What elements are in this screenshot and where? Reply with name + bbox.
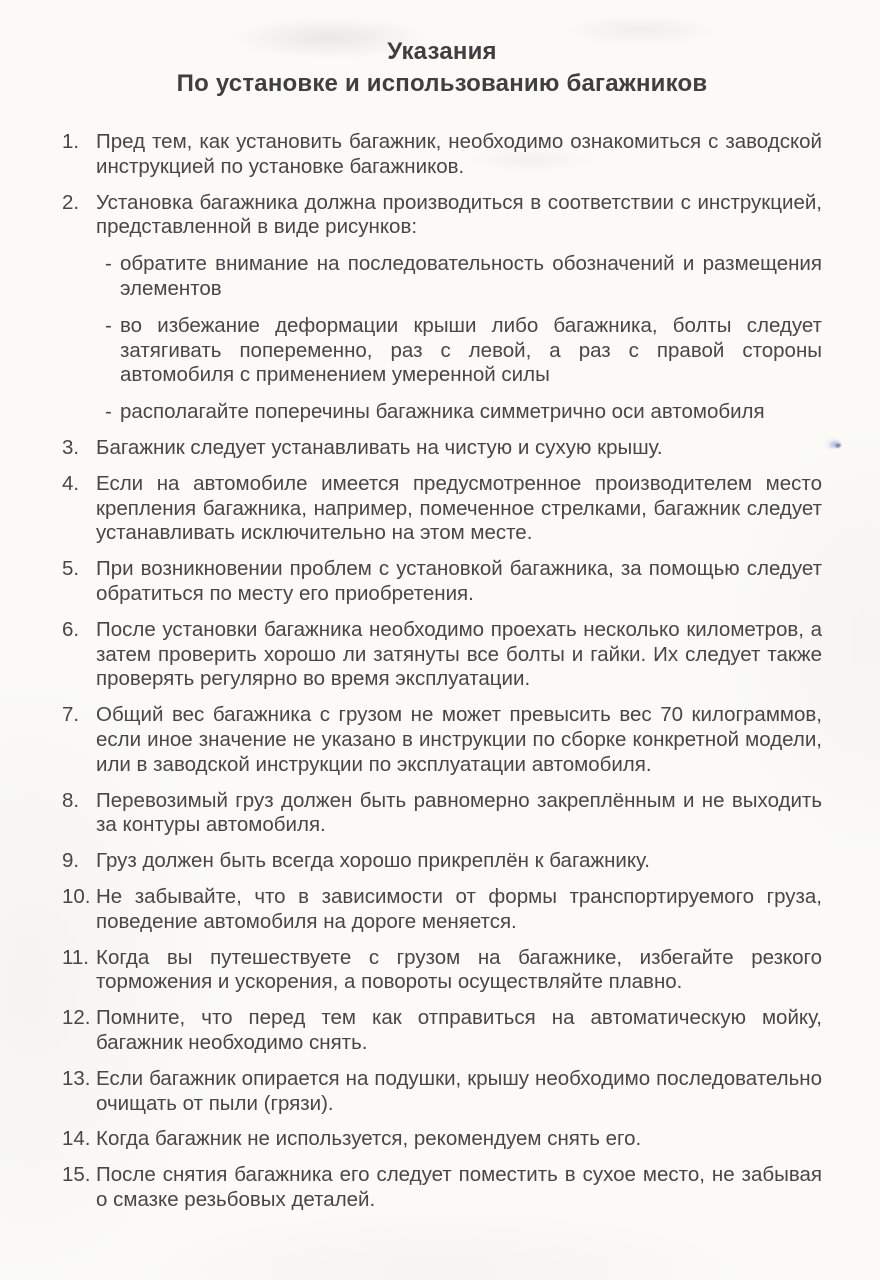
sub-item-text: во избежание деформации крыши либо багажника, болты следует затягивать попеременно, раз с левой, а раз с правой стороны автомобиля с применением умеренной силы [120,313,822,387]
instructions-list [62,130,822,1213]
item-number: 13. [62,1066,91,1090]
list-item [62,191,822,425]
list-item [62,436,822,461]
list-item [62,1163,822,1213]
item-number: 4. [62,471,80,495]
item-number: 6. [62,617,80,641]
sub-list-item [62,252,822,302]
item-number: 15. [62,1163,91,1187]
item-text: Помните, что перед тем как отправиться на автоматическую мойку, багажник необходимо снять. [96,1006,822,1054]
item-number: 12. [62,1006,91,1030]
item-text: Перевозимый груз должен быть равномерно закреплённым и не выходить за контуры автомобиля. [96,788,822,837]
list-item [62,472,822,546]
dash-bullet: - [105,313,112,337]
item-number: 9. [62,849,80,873]
list-item [62,1067,822,1117]
item-text: Если на автомобиле имеется предусмотренное производителем место крепления багажника, например, помеченное стрелками, багажник следует устанавливать исключительно на этом месте. [96,471,822,545]
document-title: Указания [387,38,497,65]
document-header [62,36,822,100]
item-text: При возникновении проблем с установкой багажника, за помощью следует обратиться по месту его приобретения. [96,557,822,605]
item-number: 8. [62,788,80,812]
list-item [62,946,822,996]
item-text: Не забывайте, что в зависимости от формы транспортируемого груза, поведение автомобиля на дороге меняется. [96,884,822,933]
item-number: 1. [62,130,80,153]
item-text: Пред тем, как установить багажник, необходимо ознакомиться с заводской инструкцией по установке багажников. [96,130,822,178]
item-number: 11. [62,945,89,969]
item-number: 2. [62,190,80,214]
dash-bullet: - [105,400,112,424]
sub-list-item [62,314,822,388]
list-item [62,130,822,180]
item-number: 14. [62,1127,91,1151]
ink-speck [822,433,848,456]
item-text: Установка багажника должна производиться в соответствии с инструкцией, представленной в виде рисунков: [96,190,822,239]
list-item [62,885,822,935]
item-number: 7. [62,703,80,727]
list-item [62,618,822,692]
sub-item-text: обратите внимание на последовательность обозначений и размещения элементов [120,252,822,300]
document-subtitle: По установке и использованию багажников [176,70,708,97]
item-number: 5. [62,557,80,581]
item-number: 10. [62,884,91,908]
item-number: 3. [62,435,80,459]
dash-bullet: - [105,252,112,276]
item-text: Груз должен быть всегда хорошо прикреплён к багажнику. [96,849,650,873]
list-item [62,849,822,874]
item-text: Когда вы путешествуете с грузом на багажнике, избегайте резкого торможения и ускорения, а повороты осуществляйте плавно. [96,945,822,994]
list-item [62,1127,822,1152]
item-text: Общий вес багажника с грузом не может превысить вес 70 килограммов, если иное значение не указано в инструкции по сборке конкретной модели, или в заводской инструкции по эксплуатации автомобиля. [96,703,822,776]
item-text: Багажник следует устанавливать на чистую и сухую крышу. [96,435,663,459]
item-text: Когда багажник не используется, рекомендуем снять его. [96,1127,642,1151]
item-text: После установки багажника необходимо проехать несколько километров, а затем проверить хорошо ли затянуты все болты и гайки. Их следует также проверять регулярно во время эксплуатации. [96,617,822,691]
item-text: Если багажник опирается на подушки, крышу необходимо последовательно очищать от пыли (грязи). [96,1066,822,1115]
list-item [62,1006,822,1056]
sub-list-item [62,400,822,425]
item-text: После снятия багажника его следует поместить в сухое место, не забывая о смазке резьбовых деталей. [96,1163,822,1211]
list-item [62,703,822,777]
list-item [62,557,822,607]
list-item [62,789,822,839]
sub-item-text: располагайте поперечины багажника симметрично оси автомобиля [120,400,765,424]
